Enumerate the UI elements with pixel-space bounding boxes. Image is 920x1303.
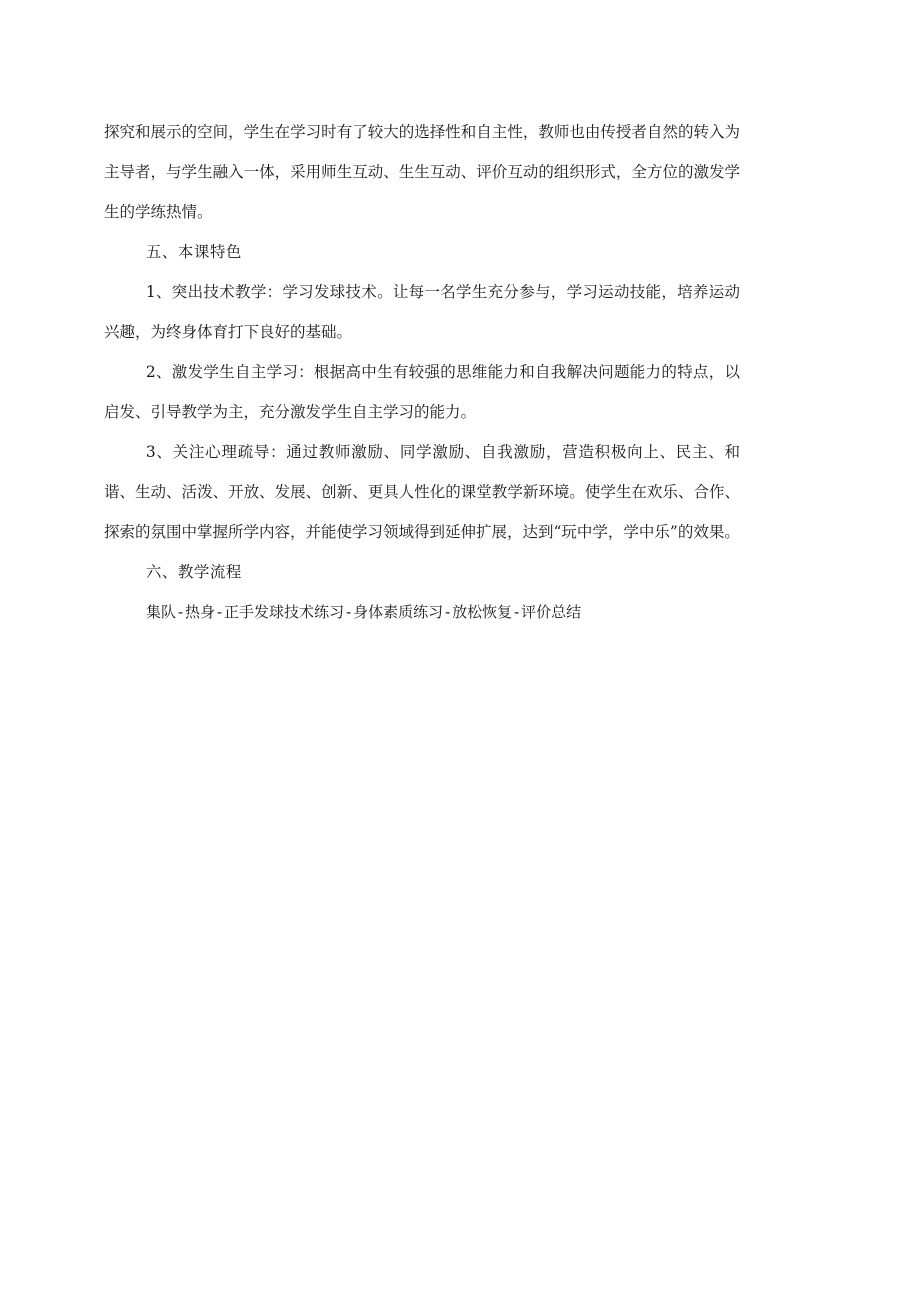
document-body <box>104 112 740 632</box>
paragraph-feature-2: 2、激发学生自主学习：根据高中生有较强的思维能力和自我解决问题能力的特点，以启发、引导教学为主，充分激发学生自主学习的能力。 <box>104 363 740 421</box>
section-heading-features: 五、本课特色 <box>145 243 242 261</box>
paragraph-feature-1: 1、突出技术教学：学习发球技术。让每一名学生充分参与，学习运动技能，培养运动兴趣，为终身体育打下良好的基础。 <box>104 283 740 341</box>
section-heading-process: 六、教学流程 <box>145 563 242 581</box>
paragraph-process-flow: 集队-热身-正手发球技术练习-身体素质练习-放松恢复-评价总结 <box>146 603 582 621</box>
paragraph-intro: 探究和展示的空间，学生在学习时有了较大的选择性和自主性，教师也由传授者自然的转入为主导者，与学生融入一体，采用师生互动、生生互动、评价互动的组织形式，全方位的激发学生的学练热情。 <box>104 123 740 221</box>
paragraph-feature-3: 3、关注心理疏导：通过教师激励、同学激励、自我激励，营造积极向上、民主、和谐、生动、活泼、开放、发展、创新、更具人性化的课堂教学新环境。使学生在欢乐、合作、探索的氛围中掌握所学内容，并能使学习领域得到延伸扩展，达到“玩中学，学中乐”的效果。 <box>104 443 740 541</box>
